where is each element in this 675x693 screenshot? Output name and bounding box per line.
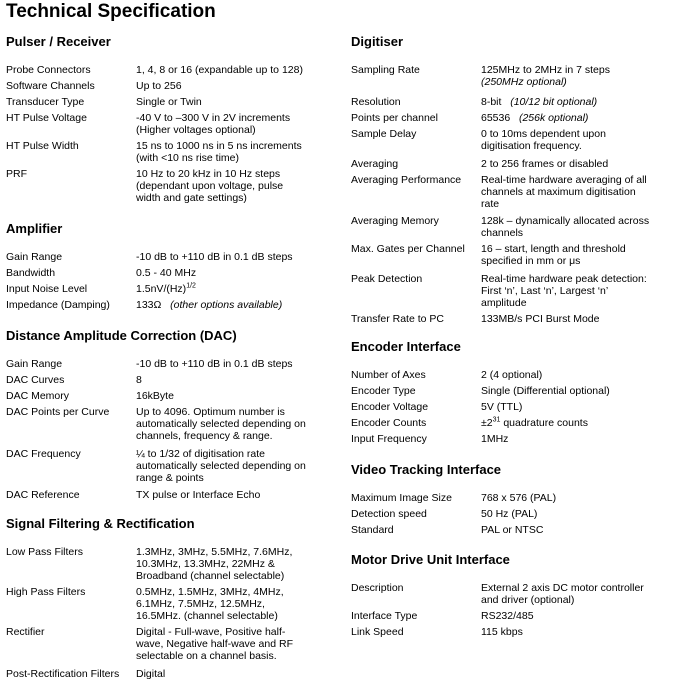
spec-value: $1.5nV/(Hz)^{1/2}$: [136, 282, 196, 295]
spec-label: Description: [351, 582, 404, 594]
section-title: Motor Drive Unit Interface: [351, 552, 510, 567]
spec-label: Link Speed: [351, 626, 404, 638]
spec-value: 125MHz to 2MHz in 7 steps (250MHz optional): [481, 64, 610, 88]
spec-label: Peak Detection: [351, 273, 423, 285]
spec-value: 5V (TTL): [481, 401, 523, 413]
spec-label: Encoder Type: [351, 385, 416, 397]
spec-value: $\pm 2^{31}$ quadrature counts: [481, 416, 588, 429]
spec-value: Single (Differential optional): [481, 385, 610, 397]
spec-label: Maximum Image Size: [351, 492, 452, 504]
spec-label: DAC Memory: [6, 390, 70, 402]
spec-value: 1.3MHz, 3MHz, 5.5MHz, 7.6MHz, 10.3MHz, 13.3MHz, 22MHz & Broadband (channel selectable): [136, 546, 293, 582]
spec-label: Sampling Rate: [351, 64, 420, 76]
spec-value: ¼ to 1/32 of digitisation rate automatically selected depending on range & points: [136, 448, 306, 484]
spec-label: Impedance (Damping): [6, 299, 110, 311]
spec-label: Encoder Voltage: [351, 401, 429, 413]
spec-value: 8: [136, 374, 142, 386]
spec-label: Averaging Memory: [351, 215, 439, 227]
spec-label: DAC Frequency: [6, 448, 81, 460]
spec-value: 0 to 10ms dependent upon digitisation frequency.: [481, 128, 606, 152]
section-title: Video Tracking Interface: [351, 462, 502, 477]
spec-label: Averaging: [351, 158, 399, 170]
spec-value: 1, 4, 8 or 16 (expandable up to 128): [136, 64, 303, 76]
spec-label: Post-Rectification Filters: [6, 668, 120, 680]
spec-label: HT Pulse Voltage: [6, 112, 87, 124]
spec-value: Up to 256: [136, 80, 182, 92]
spec-label: HT Pulse Width: [6, 140, 79, 152]
spec-label: Probe Connectors: [6, 64, 91, 76]
amplifier-section: [6, 221, 336, 311]
spec-value: 133Ω (other options available): [136, 299, 283, 311]
spec-label: Transducer Type: [6, 96, 85, 108]
spec-value: RS232/485: [481, 610, 534, 622]
spec-label: DAC Curves: [6, 374, 65, 386]
spec-label: High Pass Filters: [6, 586, 86, 598]
spec-value: 0.5 - 40 MHz: [136, 267, 197, 279]
spec-label: Sample Delay: [351, 128, 417, 140]
spec-label: DAC Points per Curve: [6, 406, 110, 418]
spec-label: Averaging Performance: [351, 174, 462, 186]
spec-value: 1MHz: [481, 433, 509, 445]
section-title: Pulser / Receiver: [6, 34, 111, 49]
section-title: Amplifier: [6, 221, 63, 236]
spec-label: Max. Gates per Channel: [351, 243, 465, 255]
spec-label: Resolution: [351, 96, 401, 108]
digitiser-section: [351, 34, 673, 325]
spec-value: Real-time hardware averaging of all channels at maximum digitisation rate: [481, 174, 647, 210]
page-title: Technical Specification: [6, 1, 216, 22]
spec-value: 16 – start, length and threshold specified in mm or μs: [481, 243, 626, 267]
spec-value: 8-bit (10/12 bit optional): [481, 96, 598, 108]
spec-value: 115 kbps: [481, 626, 523, 638]
spec-value: 133MB/s PCI Burst Mode: [481, 313, 600, 325]
dac-section: [6, 328, 336, 501]
spec-label: Standard: [351, 524, 394, 536]
video-section: [351, 462, 673, 536]
spec-value: -10 dB to +110 dB in 0.1 dB steps: [136, 358, 293, 370]
pulser-section: [6, 34, 336, 204]
spec-value: 2 (4 optional): [481, 369, 543, 381]
spec-value: 65536 (256k optional): [481, 112, 589, 124]
spec-value: Single or Twin: [136, 96, 202, 108]
section-title: Signal Filtering & Rectification: [6, 516, 195, 531]
spec-value: 0.5MHz, 1.5MHz, 3MHz, 4MHz, 6.1MHz, 7.5MHz, 12.5MHz, 16.5MHz. (channel selectable): [136, 586, 284, 622]
spec-label: DAC Reference: [6, 489, 80, 501]
motor-section: [351, 552, 673, 638]
spec-label: Gain Range: [6, 358, 63, 370]
spec-label: Transfer Rate to PC: [351, 313, 444, 325]
spec-label: Input Noise Level: [6, 283, 88, 295]
spec-value: TX pulse or Interface Echo: [136, 489, 261, 501]
spec-value: 2 to 256 frames or disabled: [481, 158, 609, 170]
section-title: Encoder Interface: [351, 339, 461, 354]
spec-value: -40 V to –300 V in 2V increments (Higher voltages optional): [136, 112, 291, 136]
section-title: Distance Amplitude Correction (DAC): [6, 328, 237, 343]
spec-label: PRF: [6, 168, 27, 180]
filtering-section: [6, 516, 336, 680]
spec-label: Low Pass Filters: [6, 546, 84, 558]
spec-value: Up to 4096. Optimum number is automatically selected depending on channels, frequency & range.: [136, 406, 306, 442]
spec-label: Encoder Counts: [351, 417, 427, 429]
spec-value: Real-time hardware peak detection: First ‘n’, Last ‘n’, Largest ‘n’ amplitude: [481, 273, 647, 309]
spec-value: External 2 axis DC motor controller and driver (optional): [481, 582, 644, 606]
spec-value: 15 ns to 1000 ns in 5 ns increments (with <10 ns rise time): [136, 140, 302, 164]
section-title: Digitiser: [351, 34, 404, 49]
spec-value: 768 x 576 (PAL): [481, 492, 557, 504]
spec-value: 10 Hz to 20 kHz in 10 Hz steps (dependant upon voltage, pulse width and gate settings): [136, 168, 284, 204]
spec-label: Bandwidth: [6, 267, 56, 279]
spec-label: Detection speed: [351, 508, 427, 520]
spec-label: Interface Type: [351, 610, 418, 622]
spec-value: 16kByte: [136, 390, 174, 402]
spec-value: 128k – dynamically allocated across channels: [481, 215, 650, 239]
spec-value: PAL or NTSC: [481, 524, 544, 536]
encoder-section: [351, 339, 673, 445]
spec-label: Number of Axes: [351, 369, 426, 381]
spec-label: Input Frequency: [351, 433, 427, 445]
spec-label: Rectifier: [6, 626, 45, 638]
spec-label: Software Channels: [6, 80, 95, 92]
spec-label: Points per channel: [351, 112, 438, 124]
spec-value: 50 Hz (PAL): [481, 508, 538, 520]
spec-value: Digital - Full-wave, Positive half- wave, Negative half-wave and RF selectable on a channel basis.: [136, 626, 293, 662]
spec-label: Gain Range: [6, 251, 63, 263]
spec-value: Digital: [136, 668, 166, 680]
spec-value: -10 dB to +110 dB in 0.1 dB steps: [136, 251, 293, 263]
